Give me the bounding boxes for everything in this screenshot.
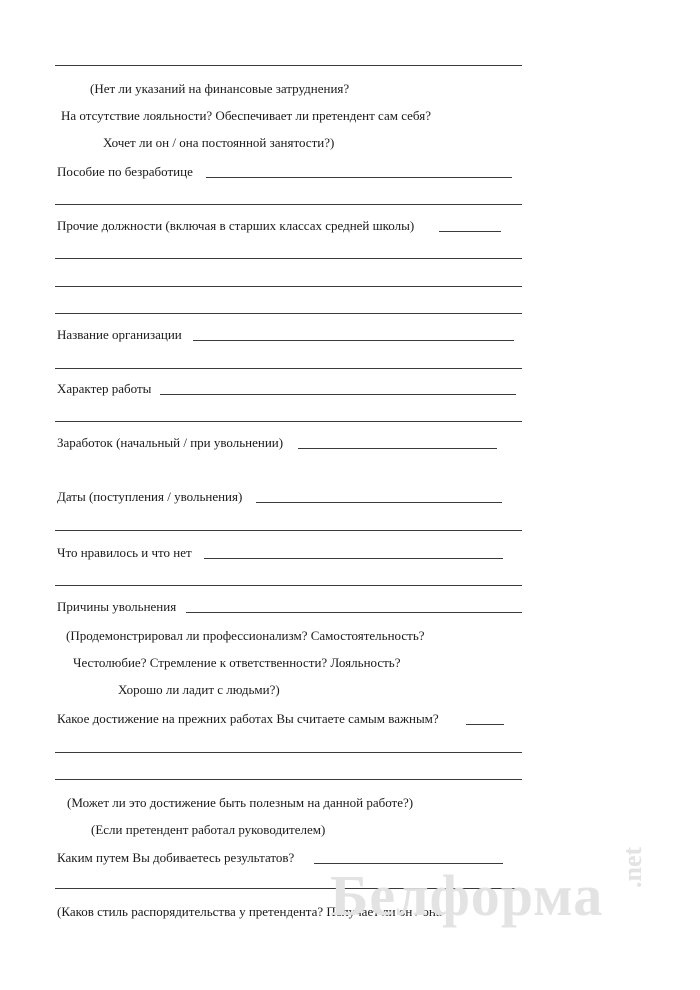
label-organization-name: Название организации <box>57 327 182 342</box>
field-other-positions[interactable] <box>439 231 501 232</box>
label-dismissal-reasons: Причины увольнения <box>57 599 177 614</box>
note-achievement-useful: (Может ли это достижение быть полезным на данной работе?) <box>67 795 414 810</box>
note-loyalty: На отсутствие лояльности? Обеспечивает ли претендент сам себя? <box>61 108 431 123</box>
label-unemployment-benefit: Пособие по безработице <box>57 164 193 179</box>
watermark-suffix: .net <box>618 846 647 888</box>
note-financial: (Нет ли указаний на финансовые затруднения? <box>90 81 350 96</box>
field-likes-dislikes[interactable] <box>204 558 503 559</box>
blank-line[interactable] <box>55 530 522 531</box>
note-employment: Хочет ли он / она постоянной занятости?) <box>103 135 335 150</box>
blank-line[interactable] <box>55 421 522 422</box>
blank-line[interactable] <box>55 779 522 780</box>
field-dates[interactable] <box>256 502 502 503</box>
note-if-manager: (Если претендент работал руководителем) <box>91 822 326 837</box>
label-dates: Даты (поступления / увольнения) <box>57 489 243 504</box>
field-organization-name[interactable] <box>193 340 514 341</box>
blank-line[interactable] <box>55 313 522 314</box>
field-unemployment-benefit[interactable] <box>206 177 512 178</box>
blank-line[interactable] <box>55 752 522 753</box>
blank-line[interactable] <box>55 368 522 369</box>
field-dismissal-reasons[interactable] <box>186 612 522 613</box>
blank-line[interactable] <box>55 286 522 287</box>
label-results-method: Каким путем Вы добиваетесь результатов? <box>57 850 295 865</box>
blank-line[interactable] <box>55 65 522 66</box>
note-ambition: Честолюбие? Стремление к ответственности? Лояльность? <box>73 655 401 670</box>
label-other-positions: Прочие должности (включая в старших классах средней школы) <box>57 218 415 233</box>
blank-line[interactable] <box>55 204 522 205</box>
label-work-nature: Характер работы <box>57 381 152 396</box>
label-main-achievement: Какое достижение на прежних работах Вы считаете самым важным? <box>57 711 439 726</box>
field-salary[interactable] <box>298 448 497 449</box>
field-main-achievement[interactable] <box>466 724 504 725</box>
watermark-logo: Белформа <box>330 863 604 928</box>
field-work-nature[interactable] <box>160 394 516 395</box>
blank-line[interactable] <box>55 258 522 259</box>
note-professionalism: (Продемонстрировал ли профессионализм? Самостоятельность? <box>66 628 425 643</box>
note-people-skills: Хорошо ли ладит с людьми?) <box>118 682 280 697</box>
blank-line[interactable] <box>55 585 522 586</box>
label-salary: Заработок (начальный / при увольнении) <box>57 435 284 450</box>
label-likes-dislikes: Что нравилось и что нет <box>57 545 192 560</box>
note-management-style: (Каков стиль распорядительства у претендента? Получает ли он / она <box>57 904 442 919</box>
